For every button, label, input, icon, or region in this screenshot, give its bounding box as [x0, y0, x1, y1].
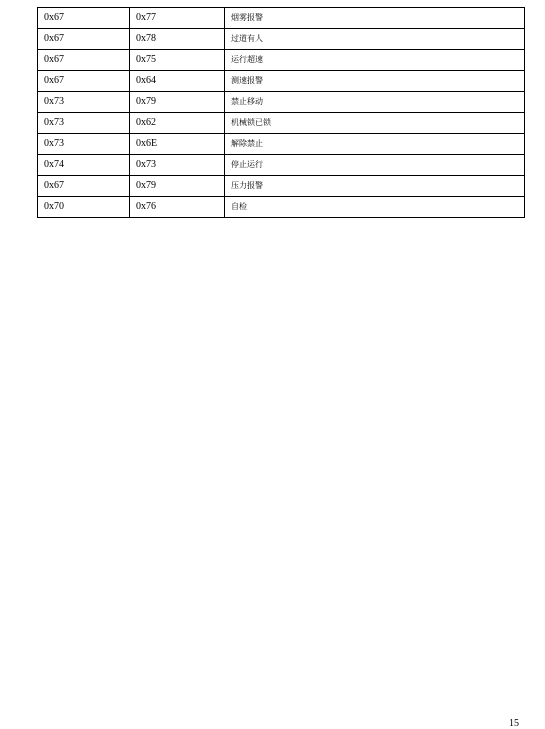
code1-cell: 0x73: [38, 92, 130, 113]
table-row: [38, 134, 525, 155]
code2-cell: 0x75: [130, 50, 225, 71]
code2-cell: 0x79: [130, 92, 225, 113]
code2-cell: 0x62: [130, 113, 225, 134]
meaning-cell: 运行超速: [225, 50, 525, 71]
meaning-cell: 解除禁止: [225, 134, 525, 155]
code1-cell: 0x67: [38, 29, 130, 50]
code-table-body: [38, 8, 525, 218]
meaning-cell: 过道有人: [225, 29, 525, 50]
meaning-cell: 禁止移动: [225, 92, 525, 113]
code2-cell: 0x77: [130, 8, 225, 29]
meaning-cell: 机械锁已锁: [225, 113, 525, 134]
code1-cell: 0x73: [38, 113, 130, 134]
code1-cell: 0x67: [38, 8, 130, 29]
code2-cell: 0x6E: [130, 134, 225, 155]
code1-cell: 0x67: [38, 50, 130, 71]
code1-cell: 0x67: [38, 176, 130, 197]
code2-cell: 0x76: [130, 197, 225, 218]
table-row: [38, 50, 525, 71]
code2-cell: 0x79: [130, 176, 225, 197]
code1-cell: 0x73: [38, 134, 130, 155]
meaning-cell: 烟雾报警: [225, 8, 525, 29]
meaning-cell: 测速报警: [225, 71, 525, 92]
code1-cell: 0x74: [38, 155, 130, 176]
table-row: [38, 92, 525, 113]
table-row: [38, 155, 525, 176]
code2-cell: 0x64: [130, 71, 225, 92]
code-table: [37, 7, 525, 218]
code1-cell: 0x67: [38, 71, 130, 92]
table-row: [38, 8, 525, 29]
table-row: [38, 176, 525, 197]
table-row: [38, 29, 525, 50]
table-row: [38, 71, 525, 92]
table-row: [38, 113, 525, 134]
table-row: [38, 197, 525, 218]
meaning-cell: 压力报警: [225, 176, 525, 197]
code1-cell: 0x70: [38, 197, 130, 218]
code2-cell: 0x73: [130, 155, 225, 176]
code2-cell: 0x78: [130, 29, 225, 50]
meaning-cell: 自检: [225, 197, 525, 218]
page-number: 15: [509, 718, 519, 729]
meaning-cell: 停止运行: [225, 155, 525, 176]
